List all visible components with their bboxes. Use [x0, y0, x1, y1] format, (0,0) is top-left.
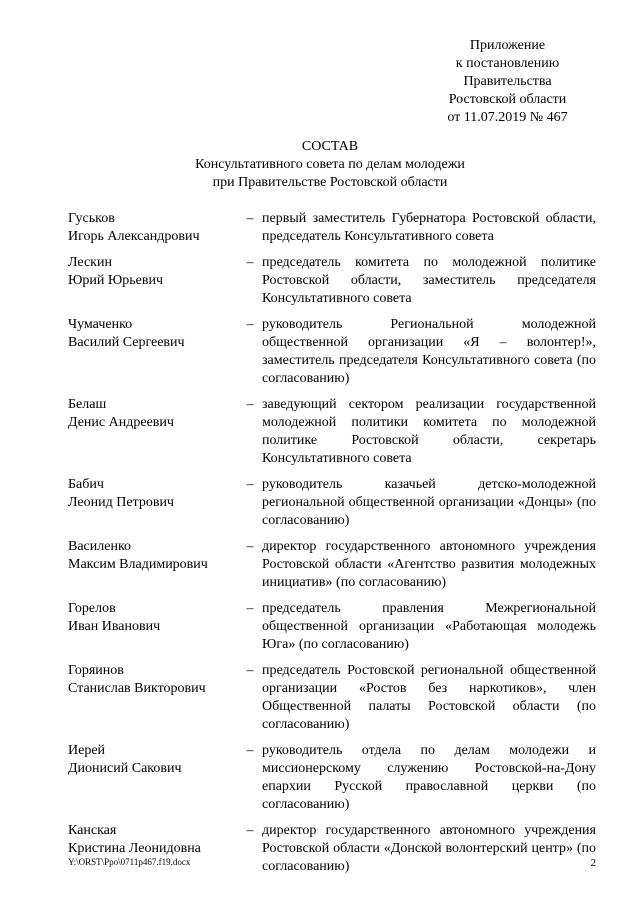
member-given-names: Иван Иванович — [68, 619, 161, 634]
member-position: председатель комитета по молодежной политике Ростовской области, заместитель председателя Консультативного совета — [262, 255, 596, 306]
members-list — [68, 210, 596, 884]
document-title: СОСТАВ — [301, 139, 359, 154]
member-row — [68, 396, 596, 468]
member-name — [68, 396, 238, 468]
member-row — [68, 662, 596, 734]
member-given-names: Кристина Леонидовна — [68, 841, 201, 856]
file-path: Y:\ORST\Ppo\0711p467.f19.docx — [68, 857, 191, 867]
member-name — [68, 662, 238, 734]
member-name — [68, 476, 238, 530]
member-name — [68, 210, 238, 246]
member-name — [68, 742, 238, 814]
member-surname: Бабич — [68, 477, 104, 492]
member-dash: – — [246, 539, 254, 554]
document-heading — [0, 138, 640, 192]
member-surname: Канская — [68, 823, 117, 838]
annex-line: Ростовской области — [448, 92, 567, 107]
annex-line: Правительства — [463, 74, 552, 89]
member-dash: – — [246, 601, 254, 616]
member-position: руководитель отдела по делам молодежи и миссионерскому служению Ростовской-на-Дону епархии Русской православной церкви (по согласованию) — [262, 743, 596, 812]
member-row — [68, 254, 596, 308]
member-row — [68, 600, 596, 654]
member-given-names: Максим Владимирович — [68, 557, 208, 572]
document-subtitle-line: при Правительстве Ростовской области — [212, 175, 448, 190]
member-row — [68, 476, 596, 530]
member-dash: – — [246, 211, 254, 226]
member-given-names: Игорь Александрович — [68, 229, 200, 244]
member-dash: – — [246, 397, 254, 412]
member-surname: Горяинов — [68, 663, 124, 678]
member-position: руководитель Региональной молодежной общественной организации «Я – волонтер!», заместитель председателя Консультативного совета (по согласованию) — [262, 317, 596, 386]
member-given-names: Юрий Юрьевич — [68, 273, 164, 288]
member-surname: Белаш — [68, 397, 107, 412]
annex-block — [420, 37, 595, 127]
member-dash: – — [246, 743, 254, 758]
member-surname: Василенко — [68, 539, 132, 554]
member-dash: – — [246, 477, 254, 492]
member-given-names: Дионисий Сакович — [68, 761, 182, 776]
member-dash: – — [246, 255, 254, 270]
member-dash: – — [246, 317, 254, 332]
member-row — [68, 742, 596, 814]
member-given-names: Станислав Викторович — [68, 681, 206, 696]
member-row — [68, 538, 596, 592]
member-name — [68, 254, 238, 308]
member-dash: – — [246, 663, 254, 678]
member-position: руководитель казачьей детско-молодежной региональной общественной организации «Донцы» (по согласованию) — [262, 477, 596, 528]
member-name — [68, 538, 238, 592]
page-number: 2 — [590, 857, 596, 869]
document-subtitle-line: Консультативного совета по делам молодежи — [195, 157, 465, 172]
member-position: директор государственного автономного учреждения Ростовской области «Агентство развития молодежных инициатив» (по согласованию) — [262, 539, 596, 590]
member-surname: Лескин — [68, 255, 112, 270]
member-position: директор государственного автономного учреждения Ростовской области «Донской волонтерский центр» (по согласованию) — [262, 823, 596, 874]
member-surname: Гуськов — [68, 211, 115, 226]
member-position: председатель Ростовской региональной общественной организации «Ростов без наркотиков», член Общественной палаты Ростовской области (по согласованию) — [262, 663, 596, 732]
annex-line: от 11.07.2019 № 467 — [447, 110, 568, 125]
member-name — [68, 600, 238, 654]
annex-line: к постановлению — [455, 56, 560, 71]
member-given-names: Леонид Петрович — [68, 495, 174, 510]
member-row — [68, 316, 596, 388]
member-position: председатель правления Межрегиональной общественной организации «Работающая молодежь Юга» (по согласованию) — [262, 601, 596, 652]
member-dash: – — [246, 823, 254, 838]
member-surname: Горелов — [68, 601, 116, 616]
member-name — [68, 316, 238, 388]
member-surname: Иерей — [68, 743, 106, 758]
member-position: заведующий сектором реализации государственной молодежной политики комитета по молодежной политике Ростовской области, секретарь Консультативного совета — [262, 397, 596, 466]
member-given-names: Денис Андреевич — [68, 415, 174, 430]
member-row — [68, 210, 596, 246]
member-position: первый заместитель Губернатора Ростовской области, председатель Консультативного совета — [262, 211, 596, 244]
member-given-names: Василий Сергеевич — [68, 335, 185, 350]
member-name — [68, 822, 238, 876]
member-row — [68, 822, 596, 876]
annex-line: Приложение — [469, 38, 546, 53]
member-surname: Чумаченко — [68, 317, 133, 332]
